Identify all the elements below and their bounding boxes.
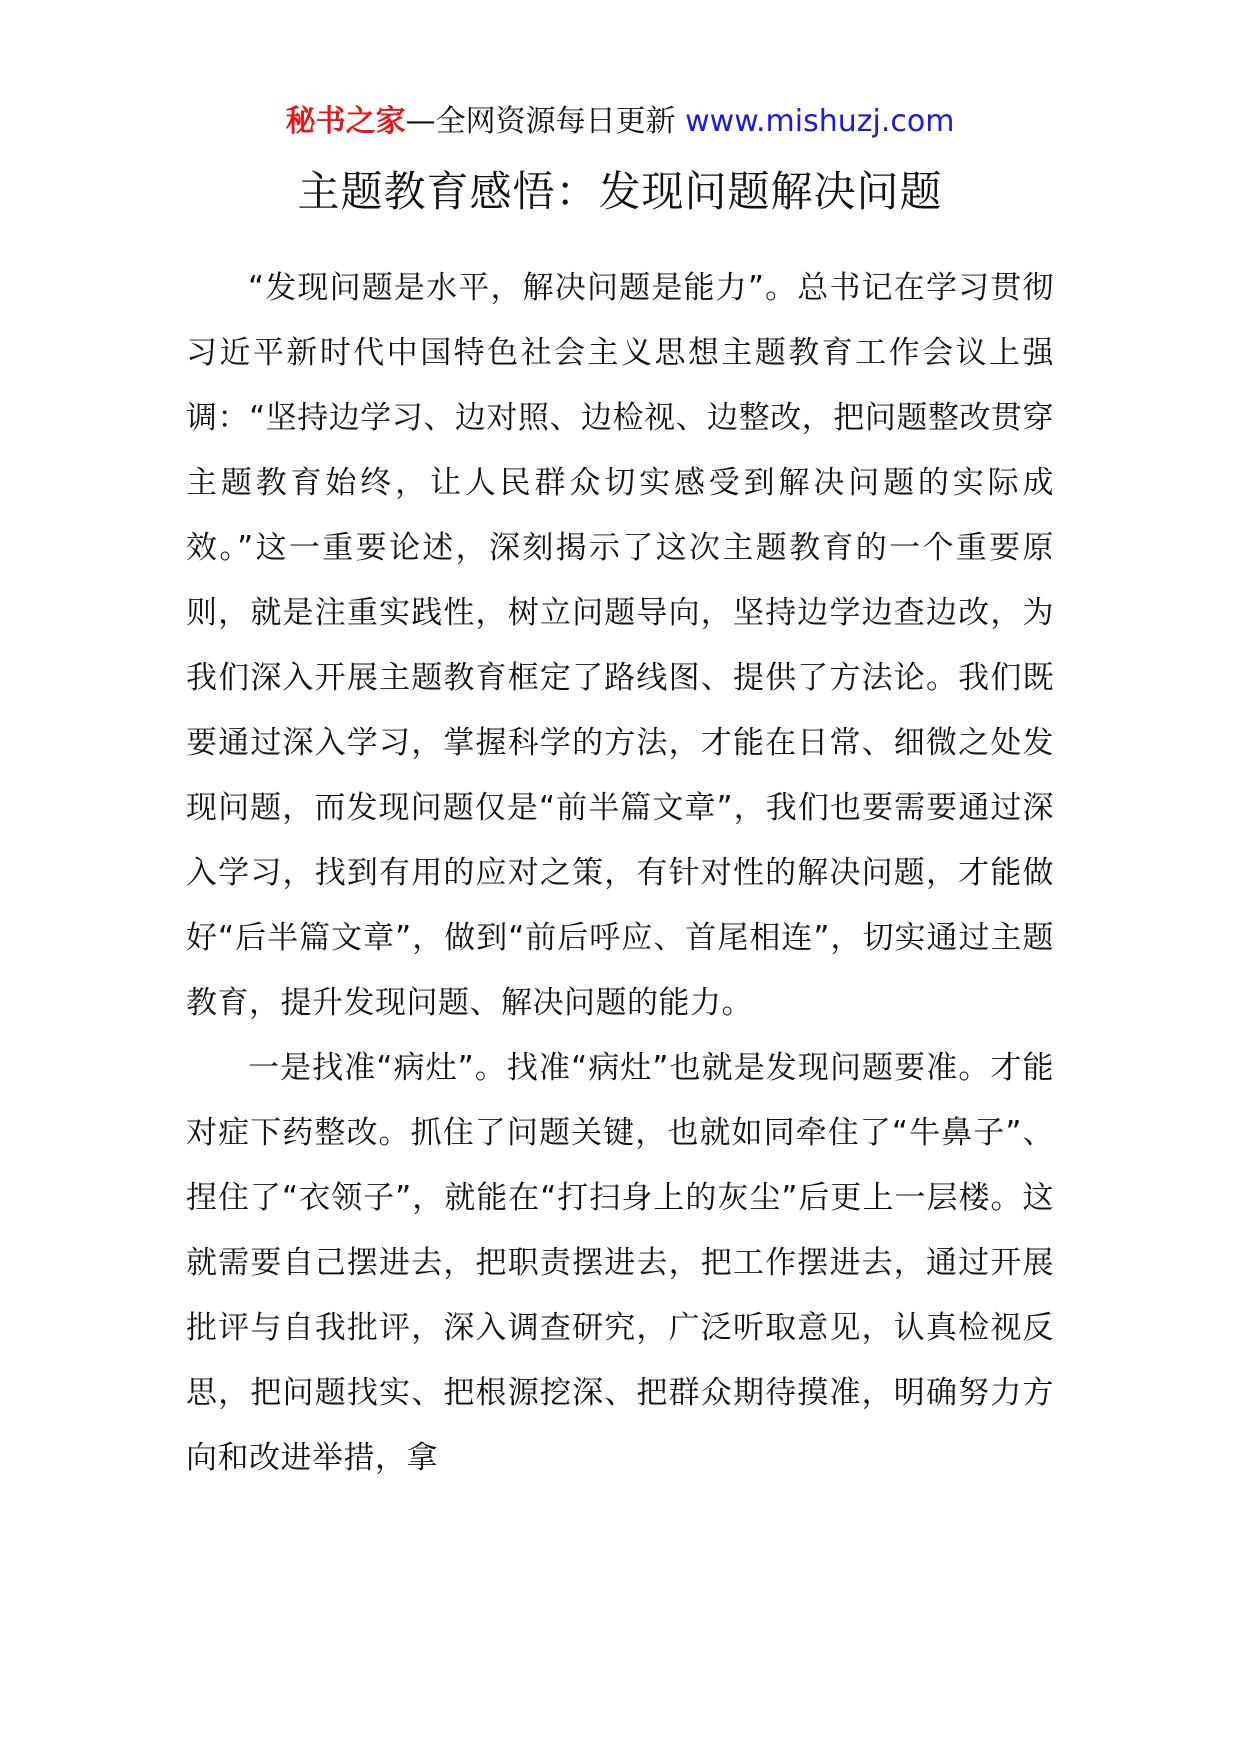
document-body [186,256,1054,1491]
paragraph-intro: “发现问题是水平，解决问题是能力”。总书记在学习贯彻习近平新时代中国特色社会主义思想主题教育工作会议上强调：“坚持边学习、边对照、边检视、边整改，把问题整改贯穿主题教育始终，让人民群众切实感受到解决问题的实际成效。”这一重要论述，深刻揭示了这次主题教育的一个重要原则，就是注重实践性，树立问题导向，坚持边学边查边改，为我们深入开展主题教育框定了路线图、提供了方法论。我们既要通过深入学习，掌握科学的方法，才能在日常、细微之处发现问题，而发现问题仅是“前半篇文章”，我们也要需要通过深入学习，找到有用的应对之策，有针对性的解决问题，才能做好“后半篇文章”，做到“前后呼应、首尾相连”，切实通过主题教育，提升发现问题、解决问题的能力。 [186,270,1054,1021]
document-title: 主题教育感悟：发现问题解决问题 [297,167,943,216]
brand-name: 秘书之家 [285,104,406,139]
page-header [0,100,1240,144]
header-tagline: —全网资源每日更新 [405,104,676,139]
paragraph-point-one: 一是找准“病灶”。找准“病灶”也就是发现问题要准。才能对症下药整改。抓住了问题关键，也就如同牵住了“牛鼻子”、捏住了“衣领子”，就能在“打扫身上的灰尘”后更上一层楼。这就需要自己摆进去，把职责摆进去，把工作摆进去，通过开展批评与自我批评，深入调查研究，广泛听取意见，认真检视反思，把问题找实、把根源挖深、把群众期待摸准，明确努力方向和改进举措，拿 [186,1050,1054,1476]
site-url-link[interactable]: www.mishuzj.com [685,104,955,139]
